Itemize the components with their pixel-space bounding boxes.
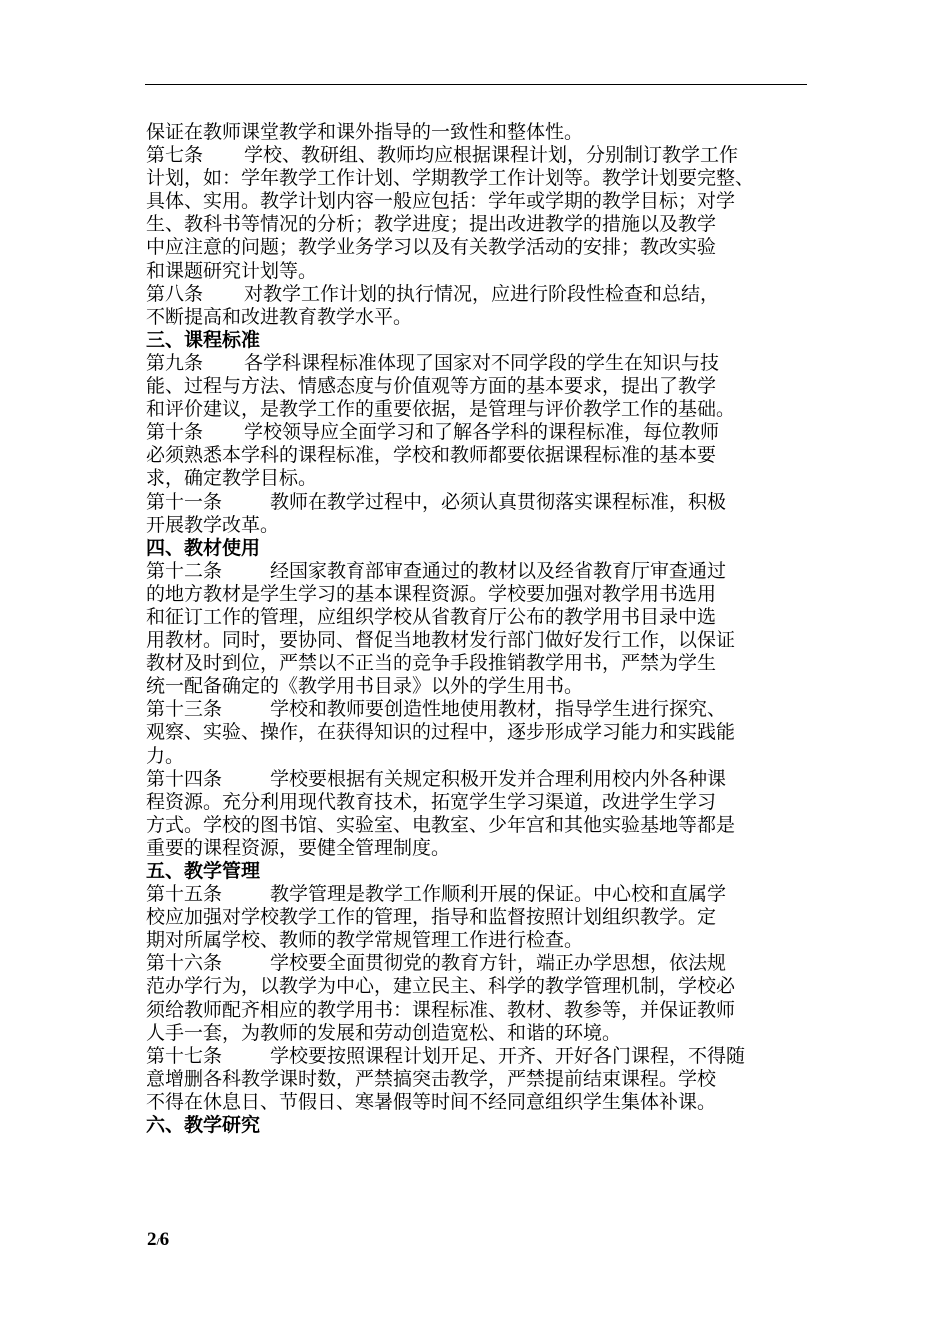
article-17	[146, 1045, 818, 1068]
text-line: 学校领导应全面学习和了解各学科的课程标准，每位教师	[244, 421, 720, 444]
text-line: 教材及时到位，严禁以不正当的竞争手段推销教学用书，严禁为学生	[146, 652, 717, 675]
article-number: 第九条	[146, 351, 204, 374]
section-heading: 四、教材使用	[146, 536, 261, 559]
article-13	[146, 698, 818, 721]
article-12	[146, 560, 818, 583]
text-line: 对教学工作计划的执行情况，应进行阶段性检查和总结，	[244, 282, 720, 305]
text-line: 程资源。充分利用现代教育技术，拓宽学生学习渠道，改进学生学习	[146, 790, 717, 813]
article-number: 第十四条	[146, 767, 223, 790]
text-line: 和征订工作的管理，应组织学校从省教育厅公布的教学用书目录中选	[146, 605, 717, 628]
text-line: 范办学行为，以教学为中心，建立民主、科学的教学管理机制，学校必	[146, 975, 736, 998]
text-line: 和课题研究计划等。	[146, 259, 318, 282]
article-number: 第八条	[146, 282, 204, 305]
article-number: 第十一条	[146, 490, 223, 513]
page-total: 6	[159, 1229, 170, 1250]
text-line: 不得在休息日、节假日、寒暑假等时间不经同意组织学生集体补课。	[146, 1090, 717, 1113]
text-line: 和评价建议，是教学工作的重要依据，是管理与评价教学工作的基础。	[146, 398, 736, 421]
article-15	[146, 883, 818, 906]
text-line: 中应注意的问题；教学业务学习以及有关教学活动的安排；教改实验	[146, 236, 717, 259]
text-line: 开展教学改革。	[146, 513, 280, 536]
text-line: 意增删各科教学课时数，严禁搞突击教学，严禁提前结束课程。学校	[146, 1067, 717, 1090]
section-heading: 五、教学管理	[146, 860, 261, 882]
text-line: 人手一套，为教师的发展和劳动创造宽松、和谐的环境。	[146, 1021, 622, 1044]
text-line: 方式。学校的图书馆、实验室、电教室、少年宫和其他实验基地等都是	[146, 813, 736, 836]
text-line: 能、过程与方法、情感态度与价值观等方面的基本要求，提出了教学	[146, 375, 717, 398]
article-10	[146, 421, 818, 444]
text-line: 期对所属学校、教师的教学常规管理工作进行检查。	[146, 929, 584, 952]
article-number: 第十二条	[146, 559, 223, 582]
article-8	[146, 283, 818, 306]
text-line: 生、教科书等情况的分析；教学进度；提出改进教学的措施以及教学	[146, 213, 717, 236]
text-line: 重要的课程资源，要健全管理制度。	[146, 836, 451, 859]
article-number: 第十七条	[146, 1044, 223, 1067]
article-number: 第十六条	[146, 952, 223, 975]
article-11	[146, 491, 818, 514]
header-rule	[145, 84, 807, 85]
text-line: 学校要根据有关规定积极开发并合理利用校内外各种课	[270, 767, 727, 790]
text-line: 的地方教材是学生学习的基本课程资源。学校要加强对教学用书选用	[146, 582, 717, 605]
text-line: 不断提高和改进教育教学水平。	[146, 305, 413, 328]
article-number: 第七条	[146, 144, 204, 167]
text-line: 学校要按照课程计划开足、开齐、开好各门课程，不得随	[270, 1044, 746, 1067]
article-number: 第十条	[146, 421, 204, 444]
text-line: 求，确定教学目标。	[146, 467, 318, 490]
document-body	[146, 121, 818, 1137]
text-line: 用教材。同时，要协同、督促当地教材发行部门做好发行工作，以保证	[146, 629, 736, 652]
section-heading: 六、教学研究	[146, 1114, 261, 1137]
article-7	[146, 144, 818, 167]
text-line: 教师在教学过程中，必须认真贯彻落实课程标准，积极	[270, 490, 727, 513]
article-number: 第十三条	[146, 698, 223, 721]
article-number: 第十五条	[146, 883, 223, 906]
article-16	[146, 952, 818, 975]
text-line: 观察、实验、操作，在获得知识的过程中，逐步形成学习能力和实践能	[146, 721, 736, 744]
page-number	[147, 1229, 169, 1251]
text-line: 计划，如：学年教学工作计划、学期教学工作计划等。教学计划要完整、	[146, 167, 755, 190]
text-line: 教学管理是教学工作顺利开展的保证。中心校和直属学	[270, 883, 727, 906]
text-line: 具体、实用。教学计划内容一般应包括：学年或学期的教学目标；对学	[146, 190, 736, 213]
page-separator: /	[156, 1236, 160, 1248]
text-line: 必须熟悉本学科的课程标准，学校和教师都要依据课程标准的基本要	[146, 444, 717, 467]
text-line: 力。	[146, 744, 185, 767]
article-9	[146, 352, 818, 375]
text-line: 保证在教师课堂教学和课外指导的一致性和整体性。	[146, 121, 584, 143]
text-line: 学校要全面贯彻党的教育方针，端正办学思想，依法规	[270, 952, 727, 975]
section-heading: 三、课程标准	[146, 328, 261, 351]
text-line: 学校和教师要创造性地使用教材，指导学生进行探究、	[270, 698, 727, 721]
text-line: 各学科课程标准体现了国家对不同学段的学生在知识与技	[244, 351, 720, 374]
text-line: 须给教师配齐相应的教学用书：课程标准、教材、教参等，并保证教师	[146, 998, 736, 1021]
text-line: 校应加强对学校教学工作的管理，指导和监督按照计划组织教学。定	[146, 906, 717, 929]
page-current: 2	[147, 1229, 157, 1250]
article-14	[146, 768, 818, 791]
text-line: 学校、教研组、教师均应根据课程计划，分别制订教学工作	[244, 144, 739, 167]
text-line: 统一配备确定的《教学用书目录》以外的学生用书。	[146, 675, 584, 698]
text-line: 经国家教育部审查通过的教材以及经省教育厅审查通过	[270, 559, 727, 582]
